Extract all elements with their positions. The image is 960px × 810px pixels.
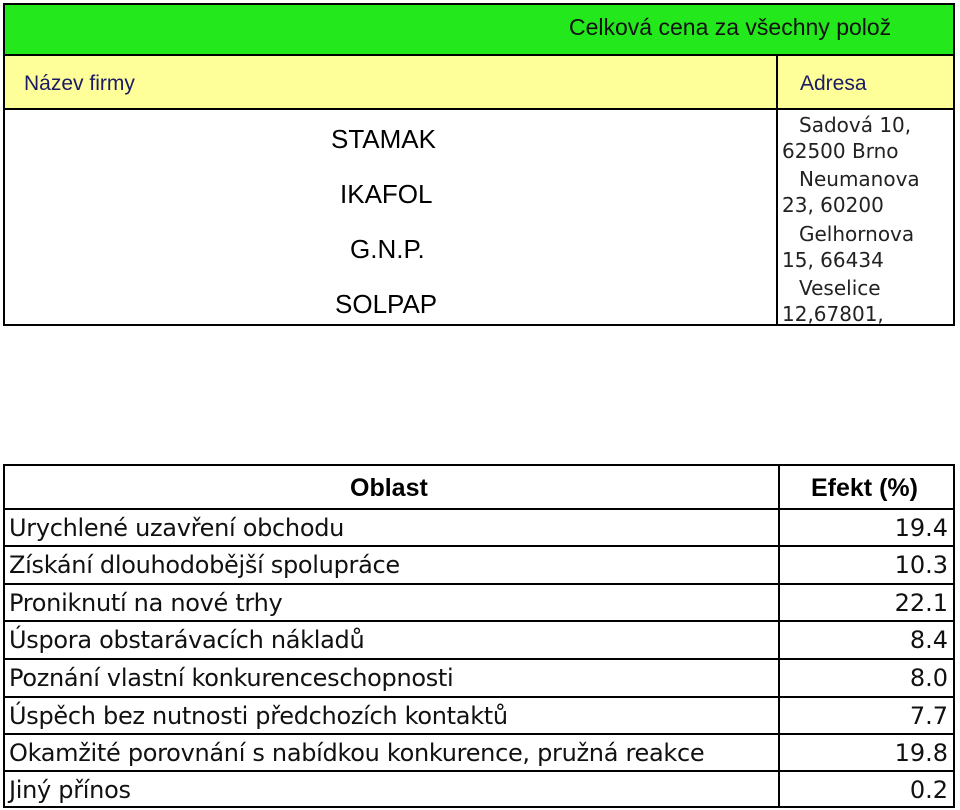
firms-table — [3, 3, 955, 326]
area-cell: Urychlené uzavření obchodu — [9, 514, 345, 542]
effect-column-header: Efekt (%) — [811, 474, 918, 502]
effects-table — [3, 464, 955, 808]
table-row — [5, 583, 953, 620]
effect-value-cell: 19.4 — [894, 514, 948, 542]
firm-address — [782, 221, 952, 273]
effect-value-cell: 22.1 — [894, 589, 948, 617]
address-line: 23, 60200 — [782, 193, 884, 217]
area-cell: Získání dlouhodobější spolupráce — [9, 551, 400, 579]
area-column-header: Oblast — [350, 474, 428, 502]
effect-value-cell: 8.0 — [909, 664, 948, 692]
table-row — [5, 508, 953, 545]
area-cell: Poznání vlastní konkurenceschopnosti — [9, 664, 454, 692]
effect-value-cell: 0.2 — [909, 776, 948, 804]
table-row — [5, 545, 953, 582]
area-cell: Úspora obstarávacích nákladů — [9, 626, 365, 654]
address-line: Sadová 10, — [799, 113, 912, 137]
firm-name: STAMAK — [331, 124, 436, 154]
column-header-row — [5, 56, 953, 110]
firm-address — [782, 112, 952, 164]
address-line: Neumanova — [799, 167, 920, 191]
address-line: Veselice — [799, 276, 881, 300]
firm-name: SOLPAP — [335, 289, 438, 319]
area-cell: Okamžité porovnání s nabídkou konkurence, pružná reakce — [9, 739, 705, 767]
total-price-label: Celková cena za všechny polož — [569, 14, 892, 40]
effect-value-cell: 8.4 — [909, 626, 948, 654]
firm-address — [782, 275, 952, 327]
effects-header-row — [5, 466, 953, 508]
firm-address — [782, 166, 952, 218]
table-row — [5, 658, 953, 695]
firm-name: G.N.P. — [350, 234, 425, 264]
firm-name: IKAFOL — [340, 179, 433, 209]
address-column-header: Adresa — [800, 72, 867, 95]
firm-name-column-header: Název firmy — [24, 72, 135, 95]
area-cell: Úspěch bez nutnosti předchozích kontaktů — [9, 702, 508, 730]
address-line: 62500 Brno — [782, 139, 899, 163]
effect-value-cell: 19.8 — [894, 739, 948, 767]
address-line: 15, 66434 — [782, 248, 884, 272]
address-line: 12,67801, — [782, 302, 884, 326]
area-cell: Proniknutí na nové trhy — [9, 589, 283, 617]
effect-value-cell: 7.7 — [909, 702, 948, 730]
effect-value-cell: 10.3 — [894, 551, 948, 579]
address-line: Gelhornova — [799, 222, 915, 246]
table-row — [5, 696, 953, 733]
area-cell: Jiný přínos — [9, 776, 131, 804]
column-divider — [776, 56, 778, 326]
table-row — [5, 770, 953, 807]
total-price-header — [5, 5, 953, 56]
table-row — [5, 733, 953, 770]
table-row — [5, 620, 953, 657]
